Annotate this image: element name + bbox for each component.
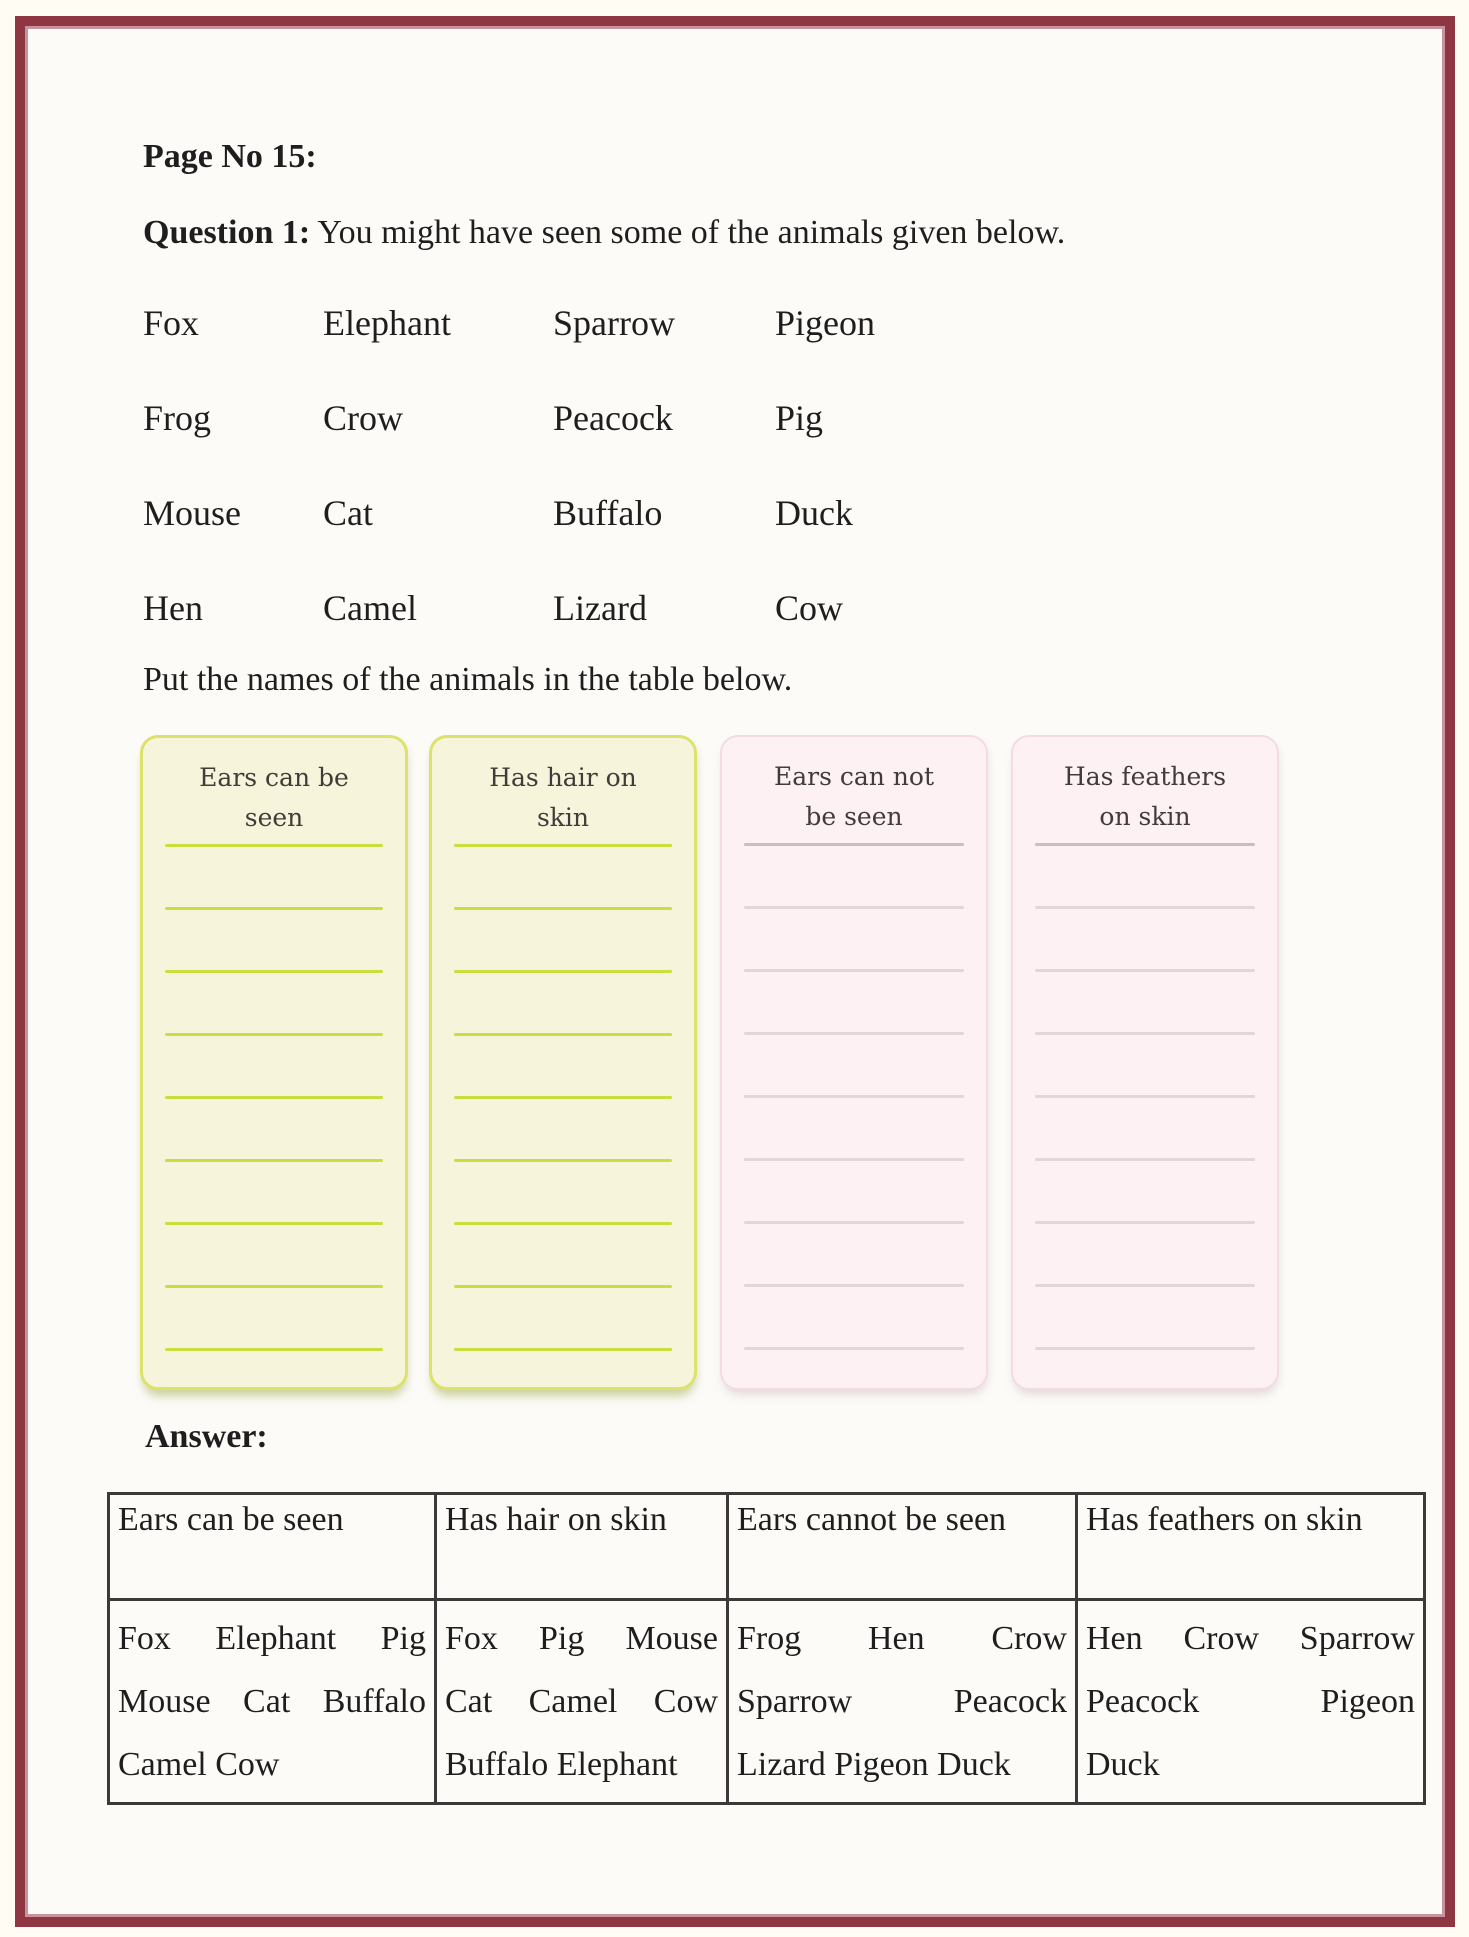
blank-write-line (454, 1222, 672, 1225)
animal-name: Peacock (553, 398, 673, 438)
answer-table-cell-line: Camel Cow (118, 1746, 280, 1783)
animal-name: Cow (653, 1682, 718, 1720)
animal-name: Frog (143, 398, 212, 438)
question-line (143, 214, 1065, 252)
animal-name: Cow (775, 588, 844, 628)
answer-table-cell (1077, 1600, 1425, 1804)
answer-table-cell-line: Buffalo Elephant (445, 1746, 678, 1783)
animal-name: Sparrow (737, 1682, 853, 1720)
animal-name: Peacock (1086, 1682, 1200, 1720)
animal-name: Sparrow (1299, 1619, 1415, 1657)
animal-row (143, 490, 1043, 585)
answer-table (107, 1492, 1426, 1805)
answer-table-body-row (109, 1600, 1425, 1804)
animal-name: Duck (775, 493, 853, 533)
blank-write-line (1035, 1221, 1255, 1224)
animal-row (143, 395, 1043, 490)
answer-table-cell-line: Lizard Pigeon Duck (737, 1746, 1011, 1783)
blank-write-line (454, 970, 672, 973)
blank-write-line (165, 1348, 383, 1351)
animal-name: Hen (1086, 1619, 1143, 1657)
animal-name: Buffalo (553, 493, 663, 533)
answer-table-cell (436, 1600, 728, 1804)
answer-table-cell-line (445, 1670, 718, 1733)
answer-table-cell (109, 1600, 436, 1804)
answer-table-cell-line (1086, 1607, 1415, 1670)
blank-write-line (165, 1159, 383, 1162)
animal-name: Cat (445, 1682, 493, 1720)
animal-name: Crow (323, 398, 403, 438)
animal-name: Elephant (323, 303, 451, 343)
blank-write-line (165, 844, 383, 847)
blank-write-line (1035, 1284, 1255, 1287)
animal-name: Camel (528, 1682, 618, 1720)
animal-name: Hen (143, 588, 203, 628)
question-label: Question 1: (143, 214, 311, 251)
blank-write-line (1035, 843, 1255, 846)
answer-table-cell-line (118, 1670, 426, 1733)
blank-write-line (1035, 1158, 1255, 1161)
blank-write-line (744, 969, 964, 972)
sort-card-rules (1035, 843, 1255, 1410)
blank-write-line (454, 1033, 672, 1036)
animal-name: Crow (991, 1619, 1067, 1657)
blank-write-line (744, 843, 964, 846)
animal-row (143, 300, 1043, 395)
blank-write-line (744, 1221, 964, 1224)
blank-write-line (454, 1159, 672, 1162)
sort-card-title: Has hair on skin (489, 763, 637, 832)
animal-name: Cat (243, 1682, 291, 1720)
answer-table-cell-line (445, 1607, 718, 1670)
page-number-heading: Page No 15: (143, 138, 317, 175)
blank-write-line (454, 907, 672, 910)
animal-name: Cat (323, 493, 373, 533)
blank-write-line (165, 1285, 383, 1288)
blank-write-line (1035, 906, 1255, 909)
animal-name: Pig (380, 1619, 426, 1657)
animal-name: Pig (775, 398, 824, 438)
animal-name: Pig (539, 1619, 585, 1657)
animal-name: Hen (868, 1619, 925, 1657)
blank-write-line (744, 1158, 964, 1161)
blank-write-line (744, 1284, 964, 1287)
blank-write-line (744, 906, 964, 909)
answer-table-cell-line (1086, 1670, 1415, 1733)
put-names-instruction: Put the names of the animals in the table below. (143, 661, 793, 698)
blank-write-line (1035, 1095, 1255, 1098)
animal-name: Mouse (625, 1619, 718, 1657)
blank-write-line (454, 844, 672, 847)
answer-table-column-header: Has hair on skin (436, 1494, 728, 1600)
blank-write-line (1035, 1032, 1255, 1035)
animal-grid (143, 300, 1043, 680)
animal-name: Crow (1183, 1619, 1259, 1657)
answer-heading: Answer: (145, 1418, 268, 1455)
sort-card-title: Ears can not be seen (773, 762, 935, 831)
answer-table-column-header: Has feathers on skin (1077, 1494, 1425, 1600)
sort-card-rules (454, 844, 672, 1411)
blank-write-line (454, 1348, 672, 1351)
animal-name: Pigeon (775, 303, 876, 343)
answer-table-cell-line (118, 1607, 426, 1670)
animal-name: Mouse (118, 1682, 211, 1720)
blank-write-line (165, 1096, 383, 1099)
blank-write-line (165, 1222, 383, 1225)
blank-write-line (165, 907, 383, 910)
animal-name: Sparrow (553, 303, 675, 343)
answer-table-cell-line: Duck (1086, 1746, 1160, 1783)
blank-write-line (1035, 969, 1255, 972)
answer-table-column-header: Ears can be seen (109, 1494, 436, 1600)
sort-card-rules (165, 844, 383, 1411)
sort-card-rules (744, 843, 964, 1410)
blank-write-line (744, 1032, 964, 1035)
blank-write-line (454, 1285, 672, 1288)
sort-card (140, 735, 408, 1390)
animal-name: Camel (323, 588, 417, 628)
blank-write-line (165, 970, 383, 973)
answer-table-column-header: Ears cannot be seen (728, 1494, 1077, 1600)
animal-name: Mouse (143, 493, 241, 533)
answer-table-cell-line (737, 1670, 1067, 1733)
answer-table-cell-line (737, 1607, 1067, 1670)
blank-write-line (454, 1096, 672, 1099)
sort-card-title: Ears can be seen (199, 763, 349, 832)
animal-name: Pigeon (1320, 1682, 1415, 1720)
animal-name: Frog (737, 1619, 802, 1657)
blank-write-line (744, 1095, 964, 1098)
blank-write-line (744, 1347, 964, 1350)
answer-table-cell (728, 1600, 1077, 1804)
sort-card (429, 735, 697, 1390)
animal-name: Peacock (953, 1682, 1067, 1720)
sort-card (1011, 735, 1279, 1390)
animal-name: Fox (445, 1619, 498, 1657)
question-text: You might have seen some of the animals given below. (310, 214, 1066, 251)
sort-cards (0, 735, 1469, 1395)
animal-name: Fox (118, 1619, 171, 1657)
sort-card-title: Has feathers on skin (1063, 762, 1227, 831)
answer-table-header-row (109, 1494, 1425, 1600)
blank-write-line (165, 1033, 383, 1036)
animal-name: Lizard (553, 588, 647, 628)
animal-name: Elephant (215, 1619, 337, 1657)
animal-name: Buffalo (322, 1682, 426, 1720)
sort-card (720, 735, 988, 1390)
blank-write-line (1035, 1347, 1255, 1350)
animal-name: Fox (143, 303, 200, 343)
